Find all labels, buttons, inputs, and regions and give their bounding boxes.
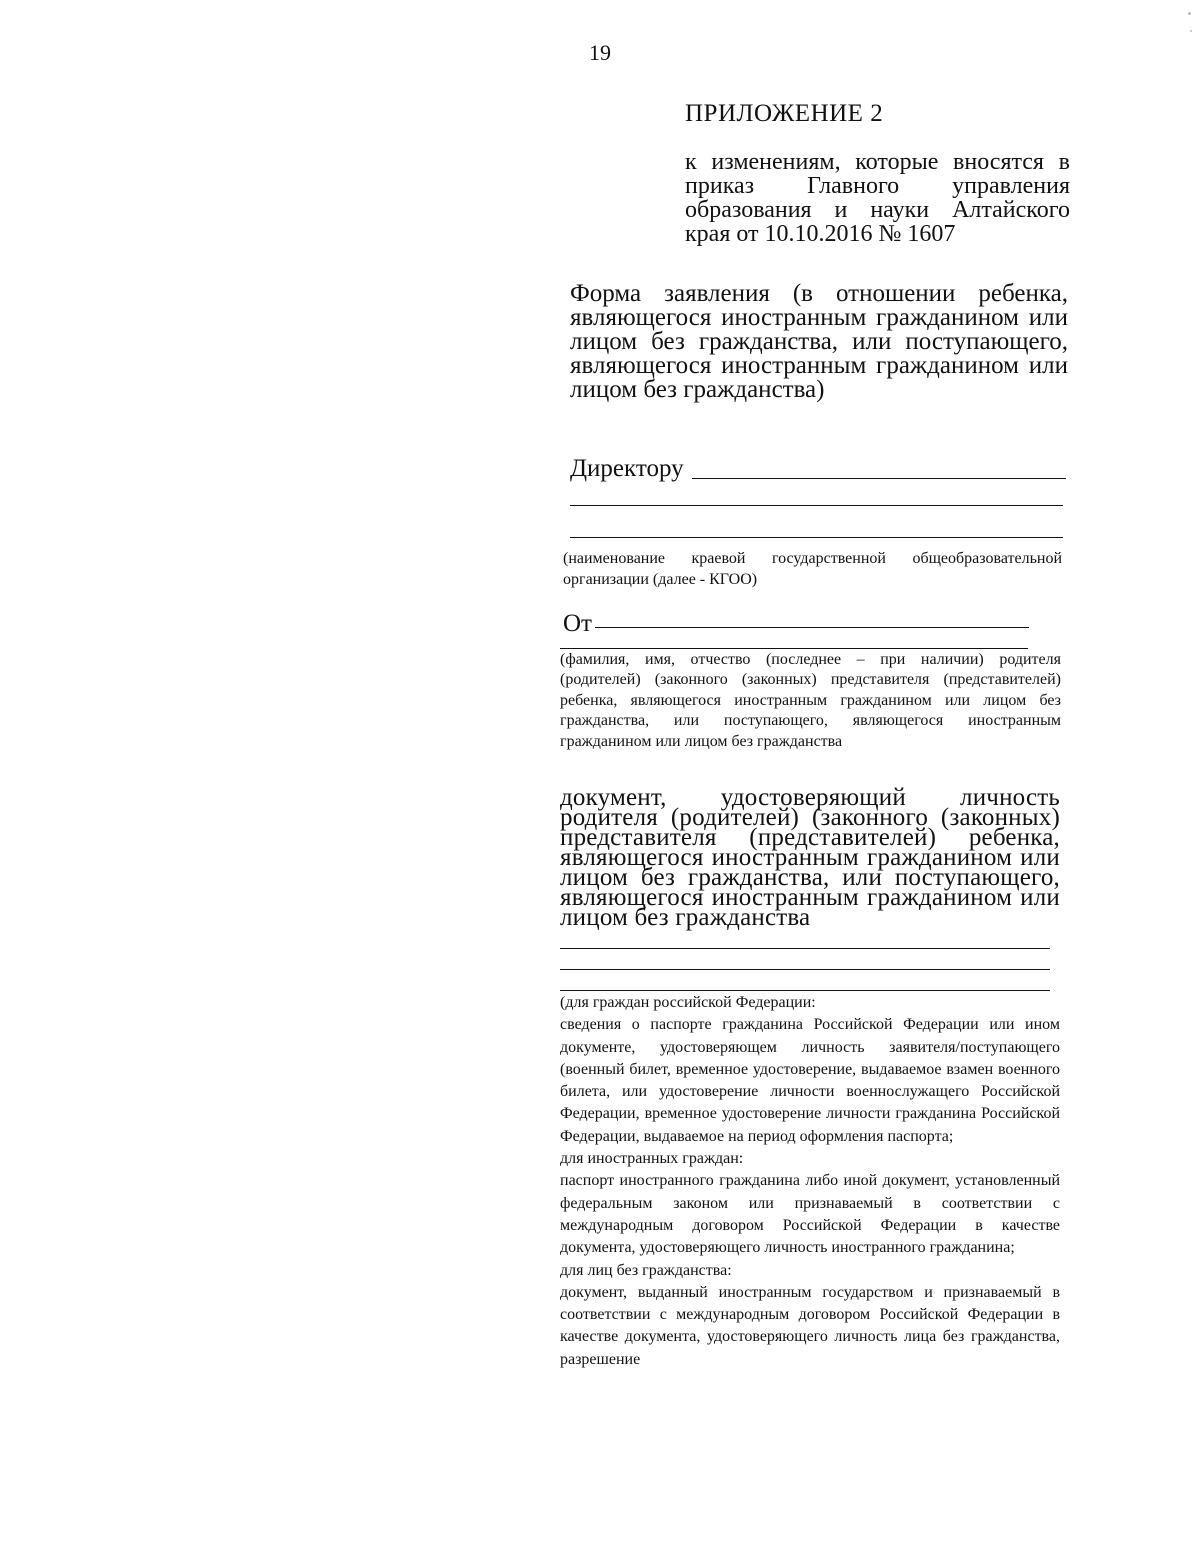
page-number: 19 — [589, 40, 611, 65]
from-label: От — [563, 610, 592, 637]
director-caption: (наименование краевой государственной общеобразовательной организации (далее - КГОО) — [563, 550, 1062, 588]
director-name-line[interactable] — [692, 478, 1066, 479]
appendix-subtitle: к изменениям, которые вносятся в приказ Главного управления образования и науки Алтайского края от 10.10.2016 № 1607 — [685, 149, 1070, 247]
note-russian-citizens-heading: (для граждан российской Федерации: — [560, 994, 816, 1011]
identity-document-line-1[interactable] — [560, 948, 1050, 949]
identity-document-heading: документ, удостоверяющий личность родителя (родителей) (законного (законных) представителя (представителей) ребенка, являющегося иностранным гражданином или лицом без гражданства, или поступающего, являющегося иностранным гражданином или лицом без гражданства — [560, 784, 1060, 931]
form-title: Форма заявления (в отношении ребенка, являющегося иностранным гражданином или лицом без гражданства, или поступающего, являющегося иностранным гражданином или лицом без гражданства) — [570, 280, 1068, 403]
note-stateless-heading: для лиц без гражданства: — [560, 1261, 732, 1279]
from-caption: (фамилия, имя, отчество (последнее – при наличии) родителя (родителей) (законного (законных) представителя (представителей) ребенка, являющегося иностранным гражданином или лицом без гражданства, или поступающего, являющегося иностранным гражданином или лицом без гражданства — [560, 651, 1061, 750]
scan-speck — [1188, 12, 1191, 15]
scan-speck — [1190, 30, 1192, 32]
director-row — [570, 455, 1066, 485]
director-line-2[interactable] — [570, 505, 1063, 506]
note-stateless-text: документ, выданный иностранным государством и признаваемый в соответствии с международным договором Российской Федерации в качестве документа, удостоверяющего личность лица без гражданства, разрешение — [560, 1283, 1060, 1368]
director-line-3[interactable] — [570, 537, 1063, 538]
identity-document-notes — [560, 992, 1060, 1371]
identity-document-line-3[interactable] — [560, 990, 1050, 991]
director-label: Директору — [570, 455, 684, 482]
identity-document-line-2[interactable] — [560, 969, 1050, 970]
note-foreign-citizens-heading: для иностранных граждан: — [560, 1150, 744, 1168]
from-name-line[interactable] — [595, 627, 1029, 628]
from-line-2[interactable] — [560, 648, 1028, 649]
note-russian-citizens-text: сведения о паспорте гражданина Российской Федерации или ином документе, удостоверяющем личность заявителя/поступающего (военный билет, временное удостоверение, выдаваемое взамен военного билета, или удостоверение личности военнослужащего Российской Федерации, временное удостоверение личности гражданина Российской Федерации, выдаваемое на период оформления паспорта; — [560, 1016, 1060, 1145]
appendix-title: ПРИЛОЖЕНИЕ 2 — [685, 100, 884, 127]
note-foreign-citizens-text: паспорт иностранного гражданина либо иной документ, установленный федеральным законом или признаваемый в соответствии с международным договором Российской Федерации в качестве документа, удостоверяющего личность иностранного гражданина; — [560, 1172, 1060, 1257]
